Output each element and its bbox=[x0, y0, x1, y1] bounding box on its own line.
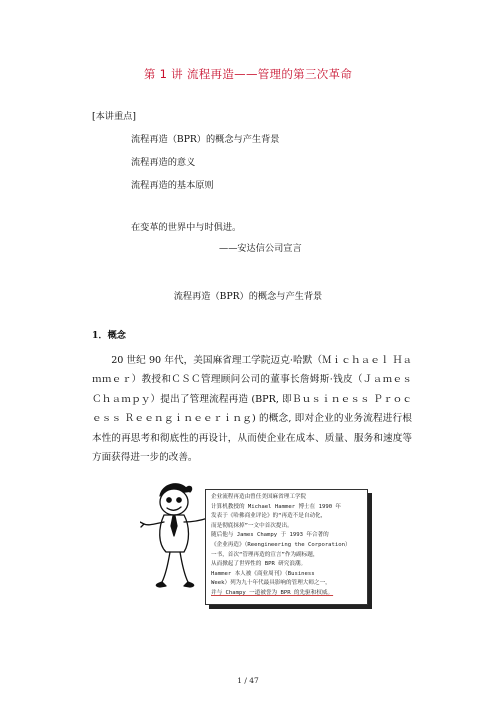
key-point-item: 流程再造的基本原则 bbox=[131, 180, 214, 191]
key-points-heading: [本讲重点] bbox=[92, 111, 136, 122]
callout-line: 计算机教授的 Michael Hammer 博士在 1990 年 bbox=[211, 503, 342, 510]
key-point-item: 流程再造的意义 bbox=[131, 157, 196, 168]
callout-line: 随后他与 James Champy 于 1993 年合著的 bbox=[211, 532, 329, 539]
callout-line: Week）列为九十年代最具影响的管理大师之一， bbox=[211, 580, 331, 587]
cartoon-figure-illustration bbox=[140, 478, 212, 590]
page-number: 1 / 47 bbox=[237, 676, 259, 685]
page-title: 第 1 讲 流程再造——管理的第三次革命 bbox=[143, 67, 353, 81]
callout-line: 并与 Champy 一道被誉为 BPR 的先驱和权威。 bbox=[211, 589, 334, 596]
quote-attribution: ——安达信公司宣言 bbox=[219, 243, 302, 254]
callout-line: 发表于《哈佛商业评论》的“再造不是自动化， bbox=[211, 513, 327, 520]
callout-line: Hammer 本人被《商业周刊》（Business bbox=[211, 570, 315, 577]
subsection-heading: 1．概念 bbox=[92, 330, 126, 341]
callout-line: 企业流程再造由曾任美国麻省理工学院 bbox=[211, 494, 307, 500]
callout-line: 从而掀起了世界性的 BPR 研究浪潮。 bbox=[211, 561, 307, 568]
callout-line: 一书，首次“管理再造的宣言”作为副标题， bbox=[211, 551, 319, 558]
callout-text bbox=[211, 493, 365, 599]
callout-line: 而是彻底抹掉”一文中首次提出。 bbox=[211, 522, 293, 529]
quote-text: 在变革的世界中与时俱进。 bbox=[131, 222, 242, 233]
key-point-item: 流程再造（BPR）的概念与产生背景 bbox=[131, 134, 280, 145]
callout-line: 《企业再造》（Reengineering the Corporation） bbox=[211, 541, 351, 548]
body-paragraph: 20 世纪 90 年代，美国麻省理工学院迈克·哈默（Ｍｉｃｈａｅｌ Ｈａｍｍｅｒ）教授和ＣＳＣ管理顾问公司的董事长詹姆斯·钱皮（Ｊａｍｅｓ Ｃｈａｍｐｙ）提出了管理流程再造 (BPR, 即Ｂｕｓｉｎｅｓｓ Ｐｒｏｃｅｓｓ Ｒｅｅｎｇｉｎｅｅｒｉｎｇ) 的概念, 即对企业的业务流程进行根本性的再思考和彻底性的再设计，从而使企业在成本、质量、服务和速度等方面获得进一步的改善。 bbox=[92, 355, 412, 464]
section-title: 流程再造（BPR）的概念与产生背景 bbox=[173, 291, 323, 302]
